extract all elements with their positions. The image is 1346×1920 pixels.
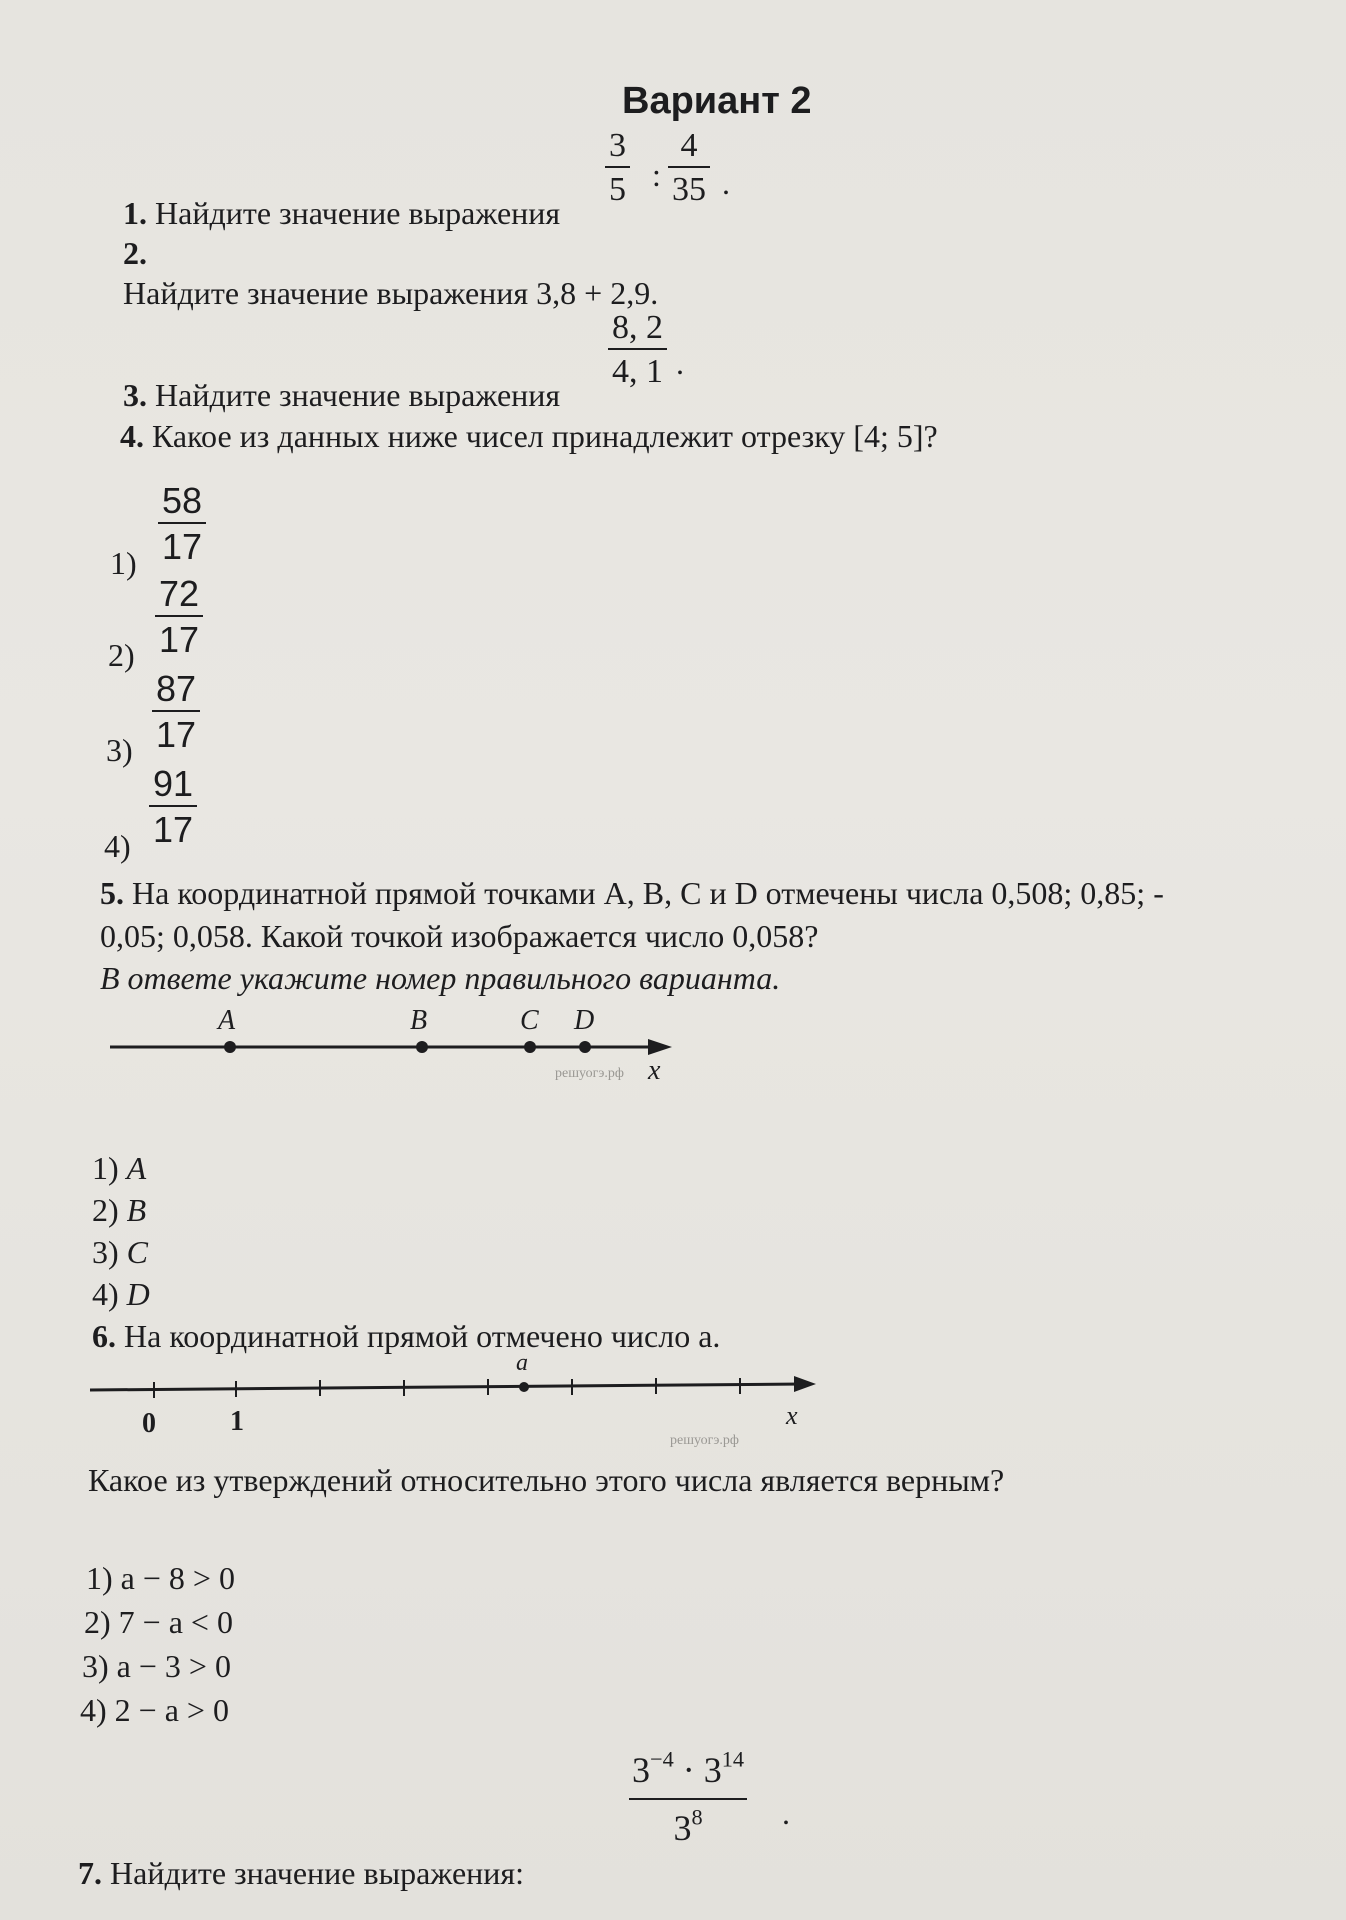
task4-option-label: 4)	[104, 828, 131, 864]
task5-point-b	[416, 1041, 428, 1053]
task6-option: 1) a − 8 > 0	[86, 1560, 235, 1596]
task7-line	[78, 1855, 524, 1892]
task7-fraction	[622, 1746, 754, 1848]
task1-frac2-den: 35	[668, 166, 710, 208]
task3-frac-den: 4, 1	[608, 348, 667, 390]
task5-point-label: C	[520, 1005, 539, 1036]
task4-option-num: 72	[159, 573, 200, 614]
task4-number: 4.	[120, 418, 144, 454]
task4-option-den: 17	[158, 522, 206, 566]
task5-text-line2: 0,05; 0,058. Какой точкой изображается число 0,058?	[100, 918, 819, 954]
task3-line	[123, 377, 560, 414]
task4-option-label: 2)	[108, 637, 135, 673]
task3-number: 3.	[123, 377, 147, 413]
task5-text-line1: На координатной прямой точками A, B, C и D отмечены числа 0,508; 0,85; -	[132, 875, 1164, 911]
task7-number: 7.	[78, 1855, 102, 1891]
task1-frac2-num: 4	[680, 127, 698, 164]
task4-option-fraction	[152, 670, 200, 754]
task3-end: .	[676, 345, 684, 381]
task6-axis	[90, 1384, 803, 1390]
task3-text: Найдите значение выражения	[155, 377, 561, 413]
task4-option-num: 87	[156, 668, 197, 709]
task4-option-fraction	[155, 575, 203, 659]
task5-number: 5.	[100, 875, 124, 911]
task7-end: .	[782, 1795, 790, 1831]
task1-operator: :	[652, 157, 661, 193]
task1-line	[123, 195, 560, 232]
task7-text: Найдите значение выражения:	[110, 1855, 525, 1891]
task1-frac1-num: 3	[609, 127, 626, 164]
task6-option: 2) 7 − a < 0	[84, 1604, 233, 1640]
task6-option: 3) a − 3 > 0	[82, 1648, 231, 1684]
task1-frac1-den: 5	[605, 166, 630, 208]
task4-text: Какое из данных ниже чисел принадлежит отрезку [4; 5]?	[152, 418, 938, 454]
task6-question: Какое из утверждений относительно этого числа является верным?	[88, 1462, 1005, 1498]
task6-line	[92, 1318, 720, 1355]
task5-option: 4) D	[92, 1276, 150, 1312]
task6-axis-label: x	[786, 1401, 798, 1430]
task5-line1	[100, 875, 1164, 912]
task4-option-label: 3)	[106, 732, 133, 768]
task5-point-label: D	[574, 1005, 595, 1036]
task6-point-label: a	[516, 1352, 528, 1376]
task5-axis-label: x	[648, 1055, 661, 1086]
task1-frac2	[668, 128, 710, 207]
task5-number-line	[100, 995, 700, 1095]
task2-number: 2.	[123, 235, 147, 271]
task4-option-num: 91	[153, 763, 194, 804]
task5-option: 3) C	[92, 1234, 148, 1270]
task7-numerator: $3^{-4} \cdot 3^{14}$	[632, 1746, 745, 1790]
task4-line	[120, 418, 938, 455]
task4-option-den: 17	[155, 615, 203, 659]
task2-text: Найдите значение выражения 3,8 + 2,9.	[123, 275, 659, 311]
task5-instruction: В ответе укажите номер правильного варианта.	[100, 960, 781, 996]
task6-number-line	[88, 1352, 828, 1452]
task4-option-fraction	[158, 482, 206, 566]
task4-option-num: 58	[162, 480, 203, 521]
task4-option-fraction	[149, 765, 197, 849]
page-title: Вариант 2	[622, 80, 812, 122]
task5-point-label: B	[410, 1005, 428, 1036]
task3-frac	[608, 310, 667, 389]
task7-denominator: $3^8$	[629, 1798, 746, 1848]
task3-frac-num: 8, 2	[612, 309, 663, 346]
task6-point-a	[519, 1382, 529, 1392]
task1-number: 1.	[123, 195, 147, 231]
task6-watermark: решуогэ.рф	[670, 1433, 739, 1448]
task6-tick-label: 0	[142, 1408, 156, 1439]
task6-number: 6.	[92, 1318, 116, 1354]
task5-point-c	[524, 1041, 536, 1053]
task5-watermark: решуогэ.рф	[555, 1066, 624, 1081]
task5-point-label: A	[218, 1005, 236, 1036]
task5-axis-arrow	[648, 1039, 672, 1055]
task5-point-d	[579, 1041, 591, 1053]
task6-option: 4) 2 − a > 0	[80, 1692, 229, 1728]
task6-axis-arrow	[794, 1376, 816, 1392]
task4-option-den: 17	[149, 805, 197, 849]
task6-tick-label: 1	[230, 1406, 244, 1437]
task6-text: На координатной прямой отмечено число a.	[124, 1318, 721, 1354]
task1-frac1	[605, 128, 630, 207]
task4-option-label: 1)	[110, 545, 137, 581]
task1-end: .	[722, 165, 730, 201]
task1-text: Найдите значение выражения	[155, 195, 561, 231]
task5-option: 2) B	[92, 1192, 147, 1228]
task5-option: 1) A	[92, 1150, 147, 1186]
task4-option-den: 17	[152, 710, 200, 754]
task5-point-a	[224, 1041, 236, 1053]
